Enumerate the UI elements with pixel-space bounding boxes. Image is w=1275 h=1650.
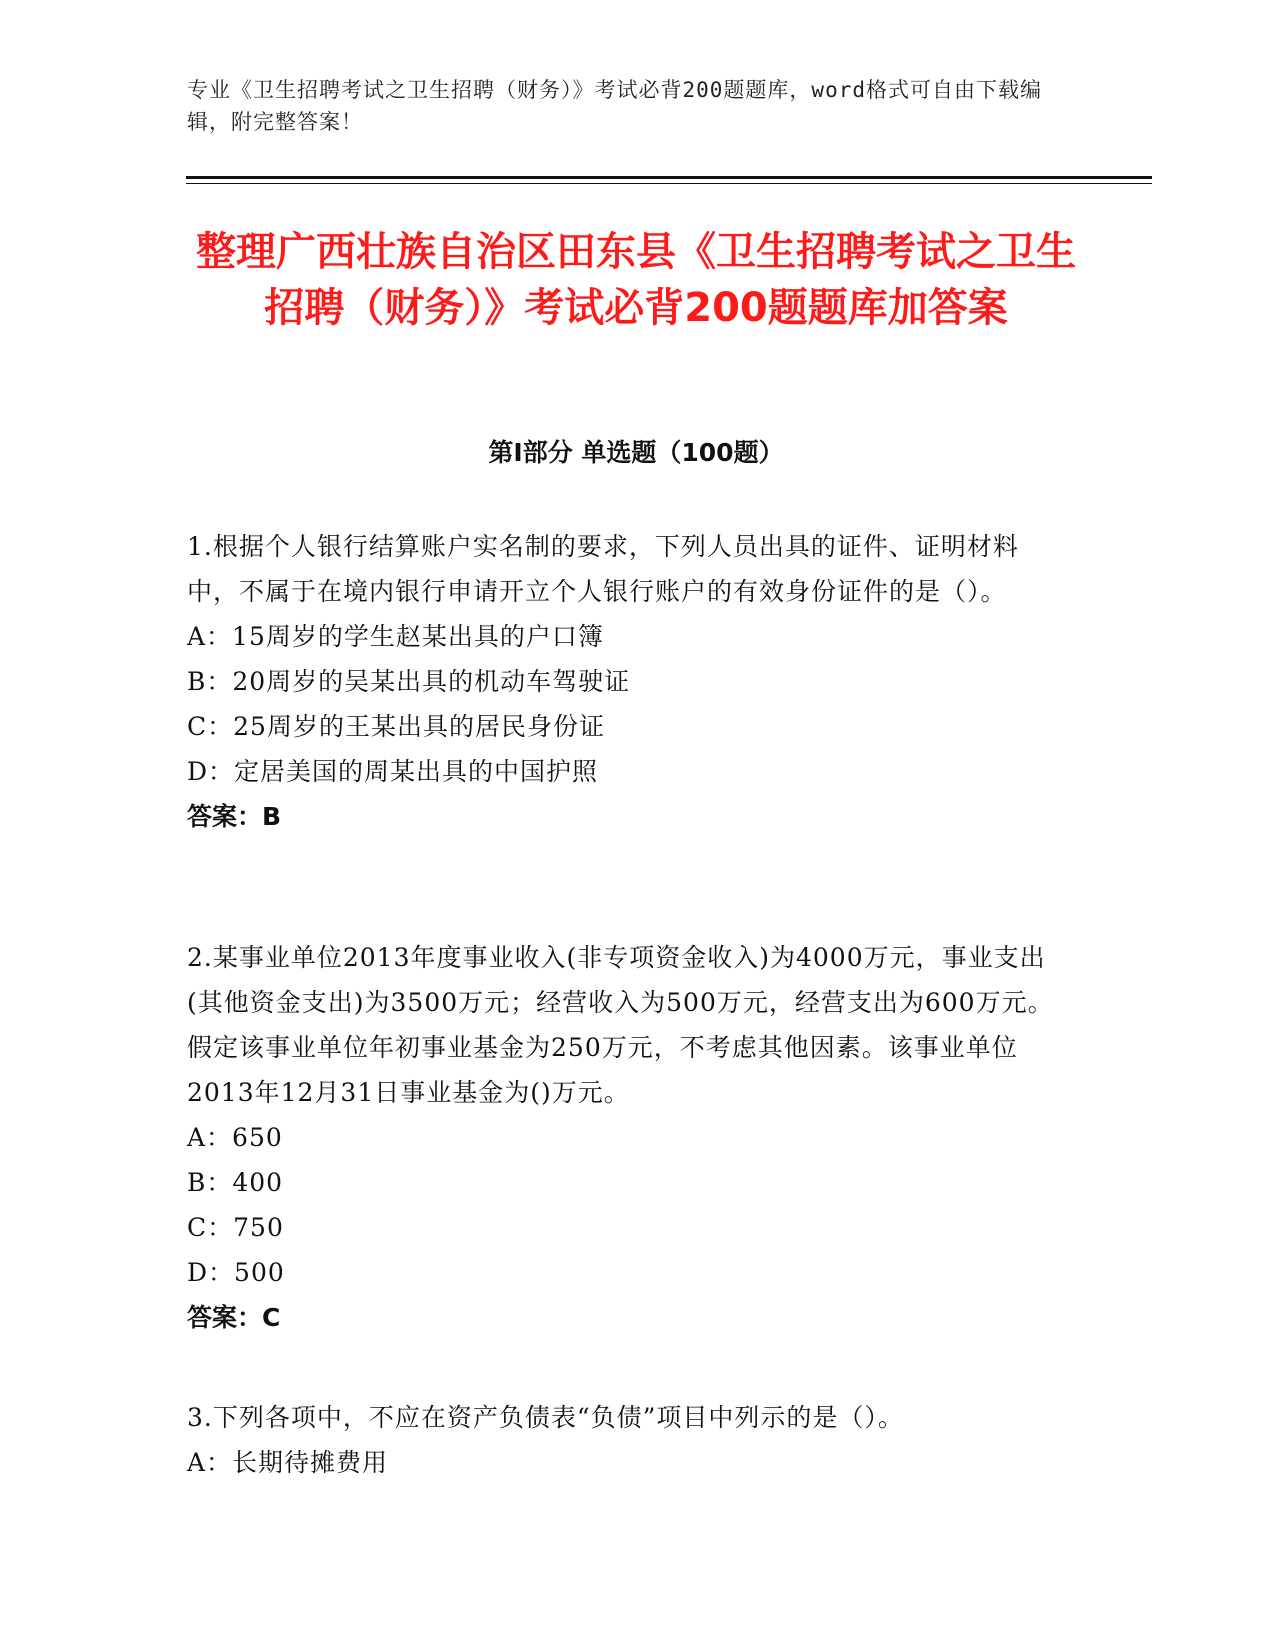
question-2 xyxy=(187,935,1067,1340)
option-b: B：20周岁的吴某出具的机动车驾驶证 xyxy=(187,667,631,696)
question-1 xyxy=(187,524,1067,839)
option-c: C：750 xyxy=(187,1213,284,1242)
header-rule-thick xyxy=(186,176,1152,179)
header-rule-thin xyxy=(186,183,1152,184)
question-3 xyxy=(187,1395,1067,1485)
option-a: A：15周岁的学生赵某出具的户口簿 xyxy=(187,622,604,651)
option-d: D：500 xyxy=(187,1258,285,1287)
option-c: C：25周岁的王某出具的居民身份证 xyxy=(187,712,605,741)
option-b: B：400 xyxy=(187,1168,284,1197)
question-stem: 2.某事业单位2013年度事业收入(非专项资金收入)为4000万元，事业支出(其他资金支出)为3500万元；经营收入为500万元，经营支出为600万元。假定该事业单位年初事业基金为250万元，不考虑其他因素。该事业单位2013年12月31日事业基金为()万元。 xyxy=(187,943,1054,1107)
question-stem: 1.根据个人银行结算账户实名制的要求，下列人员出具的证件、证明材料中，不属于在境内银行申请开立个人银行账户的有效身份证件的是（）。 xyxy=(187,532,1019,606)
option-a: A：长期待摊费用 xyxy=(187,1448,389,1477)
option-d: D：定居美国的周某出具的中国护照 xyxy=(187,757,599,786)
answer: 答案：B xyxy=(187,802,282,831)
question-stem: 3.下列各项中，不应在资产负债表“负债”项目中列示的是（）。 xyxy=(187,1403,904,1432)
section-title: 第I部分 单选题（100题） xyxy=(488,438,784,467)
header-note: 专业《卫生招聘考试之卫生招聘（财务）》考试必背200题题库，word格式可自由下载编辑，附完整答案！ xyxy=(187,78,1042,134)
document-title: 整理广西壮族自治区田东县《卫生招聘考试之卫生招聘（财务）》考试必背200题题库加答案 xyxy=(196,229,1076,331)
answer: 答案：C xyxy=(187,1303,281,1332)
option-a: A：650 xyxy=(187,1123,283,1152)
